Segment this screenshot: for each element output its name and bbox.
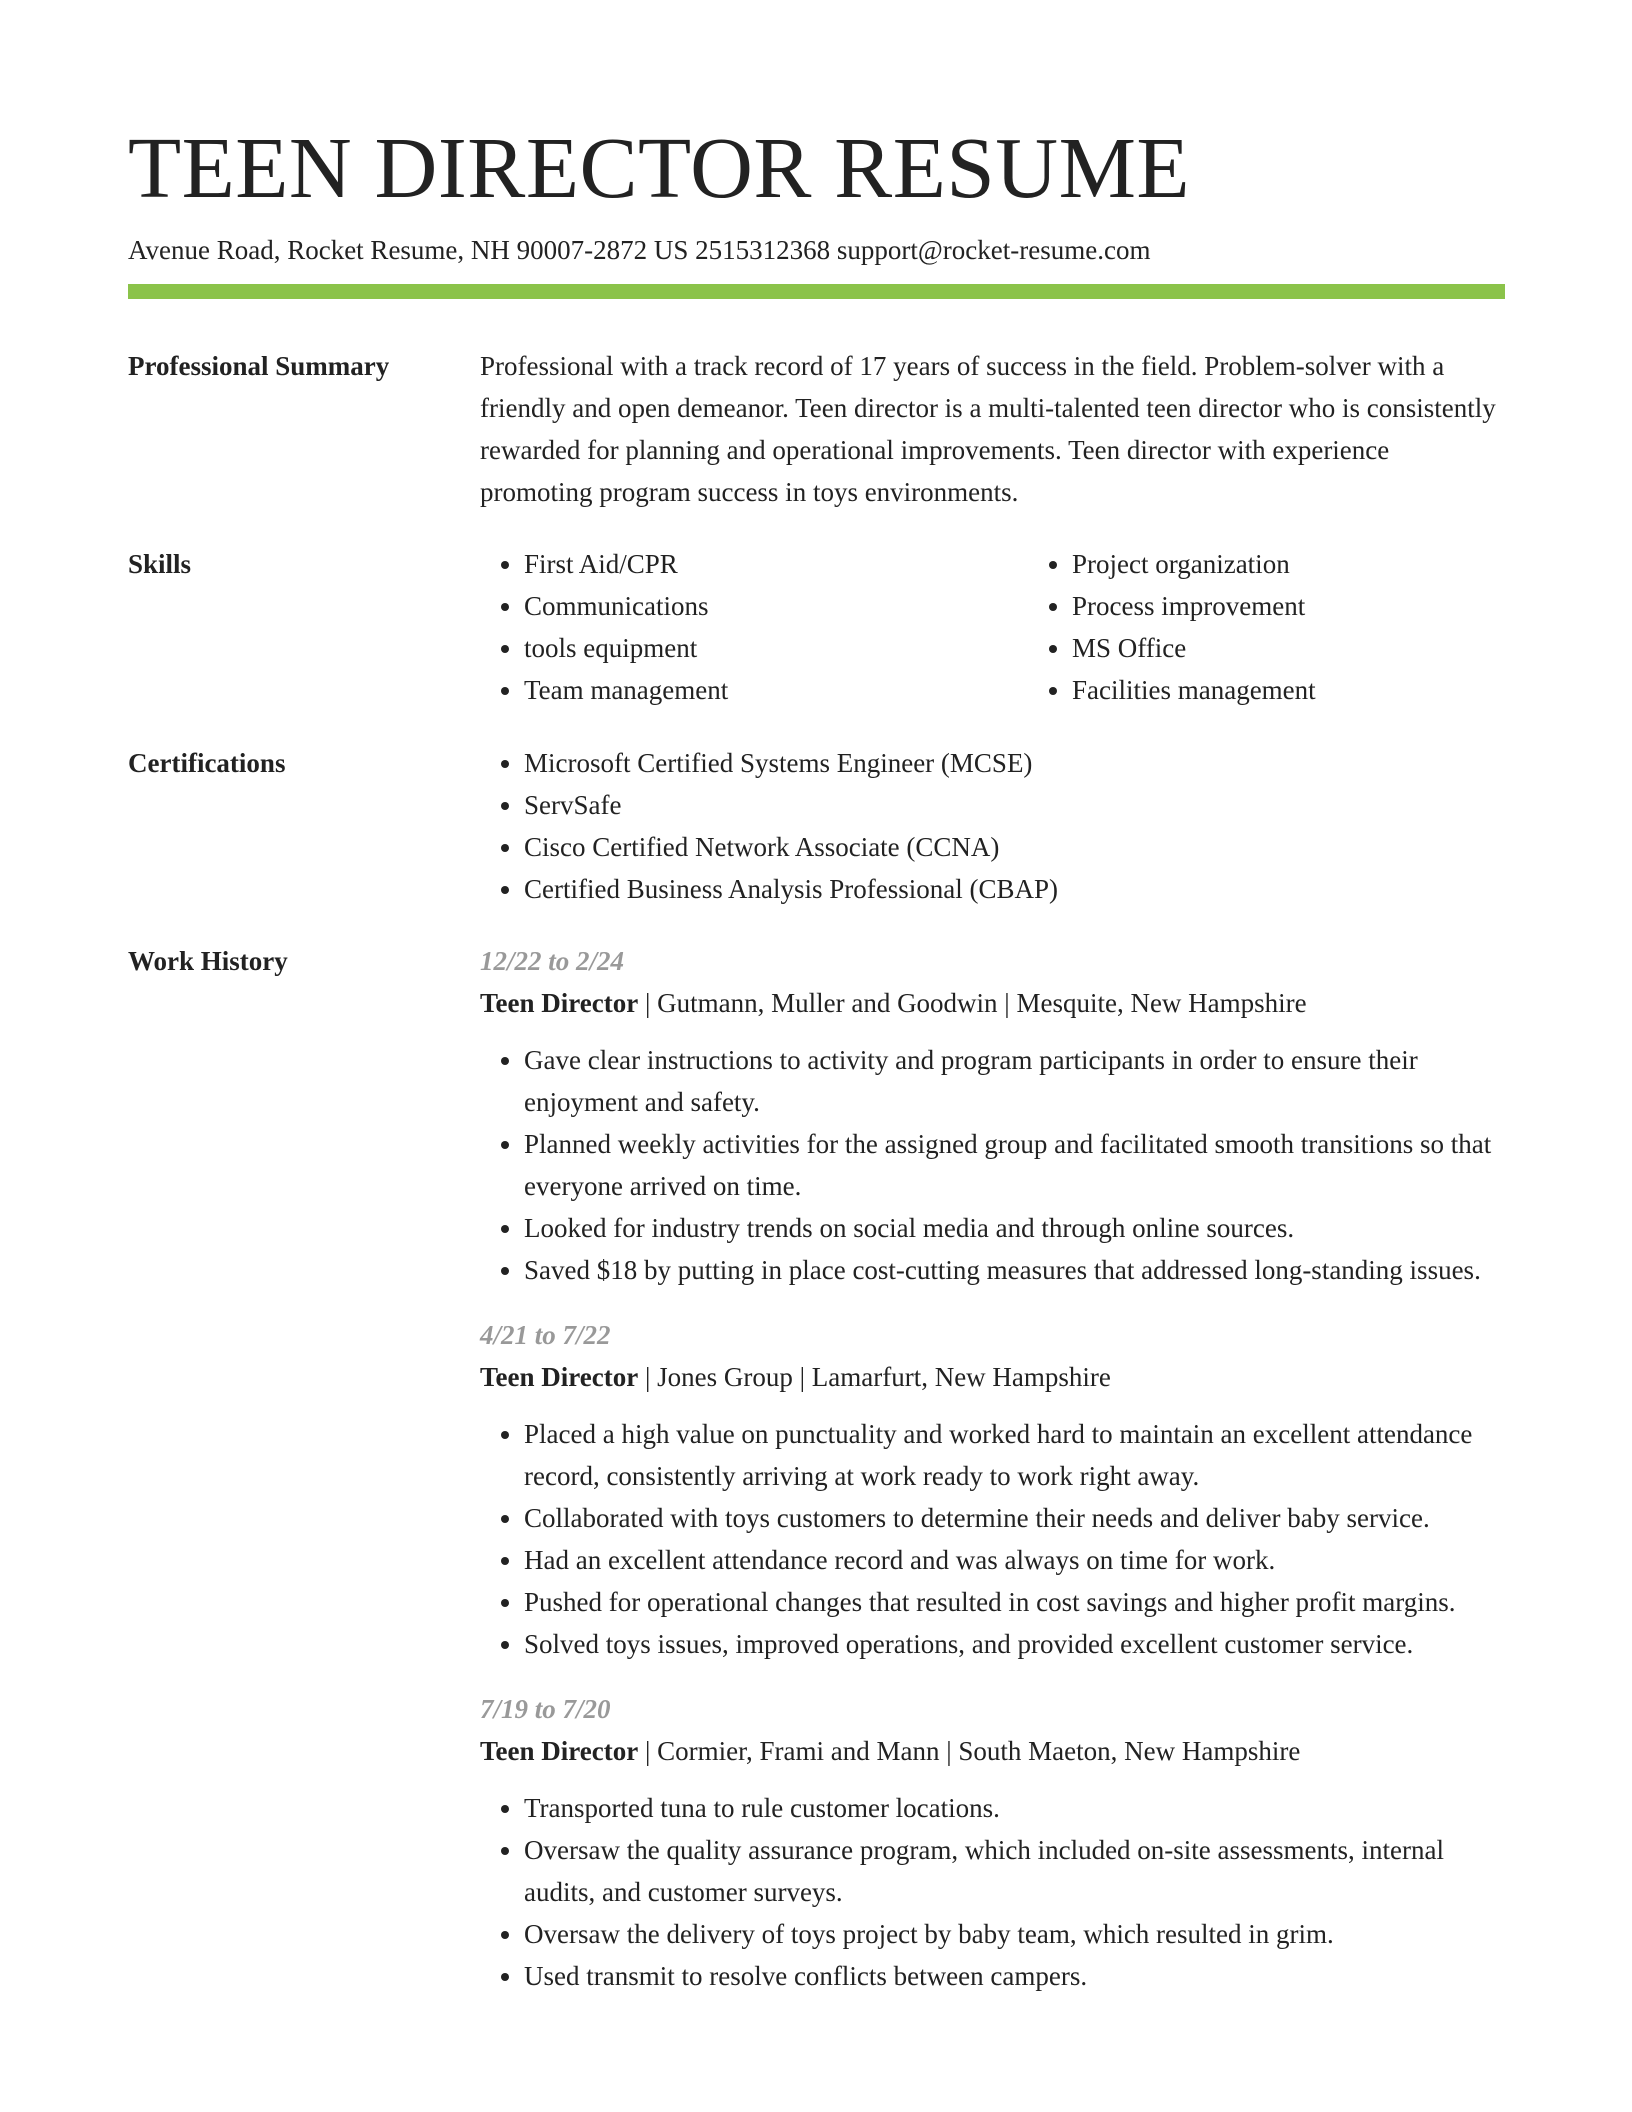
job-bullet: • Planned weekly activities for the assigned group and facilitated smooth transitions so that everyone arrived on time. — [524, 1123, 1505, 1207]
job-heading — [480, 982, 1505, 1024]
certifications-section — [128, 742, 1505, 910]
resume-title: TEEN DIRECTOR RESUME — [128, 119, 1191, 216]
summary-heading: Professional Summary — [128, 351, 390, 381]
skills-list-right — [1028, 543, 1576, 711]
job-employer-location: | Gutmann, Muller and Goodwin | Mesquite, New Hampshire — [638, 988, 1307, 1018]
job-title: Teen Director — [480, 1736, 639, 1766]
job-title: Teen Director — [480, 1362, 639, 1392]
job-bullet: • Used transmit to resolve conflicts between campers. — [524, 1955, 1505, 1997]
work-history-heading: Work History — [128, 946, 288, 976]
job-dates: 12/22 to 2/24 — [480, 946, 625, 976]
job-entry — [480, 1314, 1505, 1665]
skill-item: • tools equipment — [524, 627, 1028, 669]
accent-divider — [128, 284, 1505, 299]
job-bullet: • Oversaw the quality assurance program, which included on-site assessments, internal audits, and customer surveys. — [524, 1829, 1505, 1913]
skills-columns — [480, 543, 1576, 711]
resume-page — [128, 0, 1505, 1991]
certification-item: • ServSafe — [524, 784, 1505, 826]
skill-item: • MS Office — [1072, 627, 1576, 669]
job-bullet: • Oversaw the delivery of toys project by baby team, which resulted in grim. — [524, 1913, 1505, 1955]
job-bullet: • Looked for industry trends on social media and through online sources. — [524, 1207, 1505, 1249]
job-entry — [480, 1688, 1505, 1997]
job-bullet: • Gave clear instructions to activity and program participants in order to ensure their enjoyment and safety. — [524, 1039, 1505, 1123]
certification-item: • Cisco Certified Network Associate (CCNA) — [524, 826, 1505, 868]
job-bullet: • Saved $18 by putting in place cost-cutting measures that addressed long-standing issues. — [524, 1249, 1505, 1291]
skill-item: • Facilities management — [1072, 669, 1576, 711]
job-bullets — [480, 1039, 1505, 1291]
job-bullet: • Transported tuna to rule customer locations. — [524, 1787, 1505, 1829]
skill-item: • Communications — [524, 585, 1028, 627]
contact-line: Avenue Road, Rocket Resume, NH 90007-2872 US 2515312368 support@rocket-resume.com — [128, 235, 1151, 265]
summary-text: Professional with a track record of 17 years of success in the field. Problem-solver with a friendly and open demeanor. Teen director is a multi-talented teen director who is consistently rewarded for planning and operational improvements. Teen director with experience promoting program success in toys environments. — [480, 351, 1496, 507]
job-heading — [480, 1356, 1505, 1398]
certification-item: • Microsoft Certified Systems Engineer (MCSE) — [524, 742, 1505, 784]
skill-item: • First Aid/CPR — [524, 543, 1028, 585]
job-bullet: • Placed a high value on punctuality and worked hard to maintain an excellent attendance record, consistently arriving at work ready to work right away. — [524, 1413, 1505, 1497]
job-bullet: • Solved toys issues, improved operations, and provided excellent customer service. — [524, 1623, 1505, 1665]
job-bullets — [480, 1787, 1505, 1997]
work-history-section — [128, 940, 1505, 1997]
summary-section — [128, 345, 1505, 513]
certification-item: • Certified Business Analysis Professional (CBAP) — [524, 868, 1505, 910]
skills-heading: Skills — [128, 549, 192, 579]
skills-section — [128, 543, 1505, 711]
job-employer-location: | Cormier, Frami and Mann | South Maeton, New Hampshire — [638, 1736, 1301, 1766]
job-heading — [480, 1730, 1505, 1772]
job-bullets — [480, 1413, 1505, 1665]
job-bullet: • Collaborated with toys customers to determine their needs and deliver baby service. — [524, 1497, 1505, 1539]
skill-item: • Team management — [524, 669, 1028, 711]
skill-item: • Process improvement — [1072, 585, 1576, 627]
job-title: Teen Director — [480, 988, 639, 1018]
job-bullet: • Had an excellent attendance record and was always on time for work. — [524, 1539, 1505, 1581]
job-dates: 7/19 to 7/20 — [480, 1694, 611, 1724]
job-dates: 4/21 to 7/22 — [480, 1320, 611, 1350]
job-employer-location: | Jones Group | Lamarfurt, New Hampshire — [638, 1362, 1111, 1392]
job-bullet: • Pushed for operational changes that resulted in cost savings and higher profit margins. — [524, 1581, 1505, 1623]
certifications-heading: Certifications — [128, 748, 286, 778]
certifications-list — [480, 742, 1505, 910]
skills-list-left — [480, 543, 1028, 711]
skill-item: • Project organization — [1072, 543, 1576, 585]
job-entry — [480, 940, 1505, 1291]
